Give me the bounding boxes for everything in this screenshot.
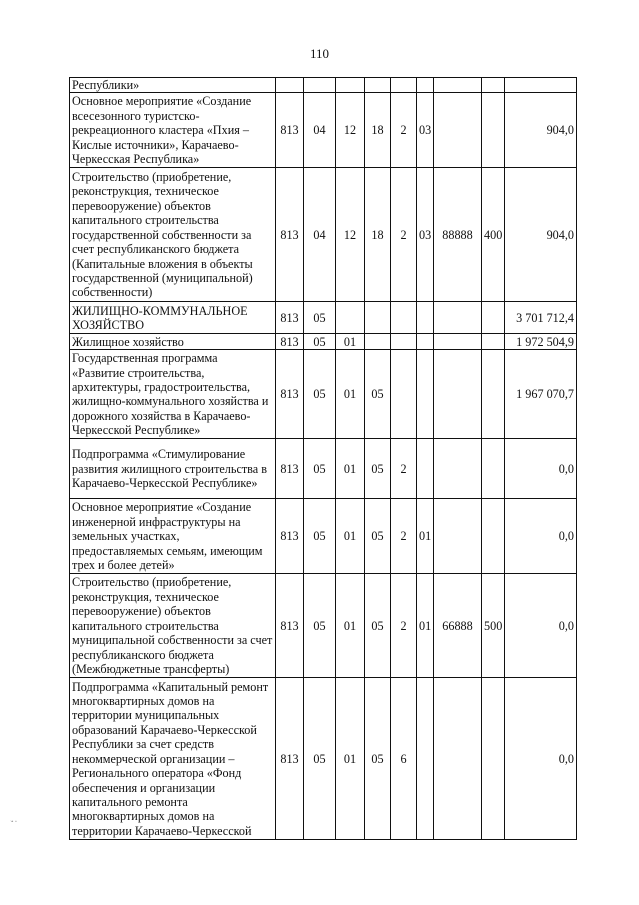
amount-cell: 0,0 xyxy=(505,439,577,499)
program-code-cell: 05 xyxy=(365,574,391,678)
row-name-cell: ЖИЛИЩНО-КОММУНАЛЬНОЕ ХОЗЯЙСТВО xyxy=(70,302,276,334)
amount-cell: 1 967 070,7 xyxy=(505,350,577,439)
table-row xyxy=(70,574,577,678)
amount-cell: 0,0 xyxy=(505,678,577,840)
direction-code-cell xyxy=(434,439,482,499)
vr-code-cell xyxy=(482,302,505,334)
subprogram-code-cell: 2 xyxy=(391,93,417,168)
vr-code-cell: 400 xyxy=(482,168,505,302)
direction-code-cell xyxy=(434,302,482,334)
rz-code-cell: 05 xyxy=(304,678,336,840)
program-code-cell: 05 xyxy=(365,439,391,499)
direction-code-cell: 66888 xyxy=(434,574,482,678)
gr-code-cell: 813 xyxy=(276,93,304,168)
budget-table xyxy=(69,77,577,840)
direction-code-cell xyxy=(434,334,482,350)
activity-code-cell: 03 xyxy=(417,93,434,168)
amount-cell: 3 701 712,4 xyxy=(505,302,577,334)
rz-code-cell: 04 xyxy=(304,168,336,302)
row-name-cell: Жилищное хозяйство xyxy=(70,334,276,350)
gr-code-cell xyxy=(276,78,304,93)
activity-code-cell xyxy=(417,334,434,350)
pr-code-cell xyxy=(336,302,365,334)
program-code-cell: 05 xyxy=(365,678,391,840)
pr-code-cell: 01 xyxy=(336,439,365,499)
direction-code-cell xyxy=(434,499,482,574)
gr-code-cell: 813 xyxy=(276,439,304,499)
program-code-cell: 05 xyxy=(365,350,391,439)
vr-code-cell xyxy=(482,499,505,574)
pr-code-cell: 01 xyxy=(336,574,365,678)
activity-code-cell xyxy=(417,350,434,439)
pr-code-cell: 12 xyxy=(336,93,365,168)
gr-code-cell: 813 xyxy=(276,574,304,678)
pr-code-cell: 12 xyxy=(336,168,365,302)
subprogram-code-cell xyxy=(391,334,417,350)
rz-code-cell: 05 xyxy=(304,439,336,499)
pr-code-cell: 01 xyxy=(336,334,365,350)
subprogram-code-cell: 2 xyxy=(391,574,417,678)
vr-code-cell xyxy=(482,93,505,168)
table-row xyxy=(70,302,577,334)
row-name-cell: Строительство (приобретение, реконструкция, техническое перевооружение) объектов капитального строительства государственной собственности за счет республиканского бюджета (Капитальные вложения в объекты государственной (муниципальной) собственности) xyxy=(70,168,276,302)
amount-cell: 1 972 504,9 xyxy=(505,334,577,350)
pr-code-cell: 01 xyxy=(336,499,365,574)
subprogram-code-cell xyxy=(391,350,417,439)
activity-code-cell: 03 xyxy=(417,168,434,302)
table-row xyxy=(70,439,577,499)
row-name-cell: Республики» xyxy=(70,78,276,93)
gr-code-cell: 813 xyxy=(276,168,304,302)
gr-code-cell: 813 xyxy=(276,350,304,439)
rz-code-cell xyxy=(304,78,336,93)
gr-code-cell: 813 xyxy=(276,499,304,574)
rz-code-cell: 05 xyxy=(304,574,336,678)
gr-code-cell: 813 xyxy=(276,302,304,334)
vr-code-cell xyxy=(482,350,505,439)
rz-code-cell: 04 xyxy=(304,93,336,168)
row-name-cell: Государственная программа «Развитие строительства, архитектуры, градостроительства, жилищно-коммунального хозяйства и дорожного хозяйства в Карачаево-Черкесской Республике» xyxy=(70,350,276,439)
rz-code-cell: 05 xyxy=(304,499,336,574)
subprogram-code-cell: 2 xyxy=(391,499,417,574)
amount-cell xyxy=(505,78,577,93)
program-code-cell: 18 xyxy=(365,93,391,168)
table-row xyxy=(70,168,577,302)
row-name-cell: Основное мероприятие «Создание инженерной инфраструктуры на земельных участках, предоставляемых семьям, имеющим трех и более детей» xyxy=(70,499,276,574)
gr-code-cell: 813 xyxy=(276,334,304,350)
table-row xyxy=(70,334,577,350)
page-edge-mark: ; xyxy=(10,820,20,824)
activity-code-cell: 01 xyxy=(417,574,434,678)
vr-code-cell: 500 xyxy=(482,574,505,678)
table-row xyxy=(70,678,577,840)
row-name-cell: Подпрограмма «Стимулирование развития жилищного строительства в Карачаево-Черкесской Республике» xyxy=(70,439,276,499)
direction-code-cell xyxy=(434,93,482,168)
vr-code-cell xyxy=(482,334,505,350)
rz-code-cell: 05 xyxy=(304,350,336,439)
row-name-cell: Подпрограмма «Капитальный ремонт многоквартирных домов на территории муниципальных образований Карачаево-Черкесской Республики за счет средств некоммерческой организации – Регионального оператора «Фонд обеспечения и организации капитального ремонта многоквартирных домов на территории Карачаево-Черкесской xyxy=(70,678,276,840)
table-row xyxy=(70,78,577,93)
table-row xyxy=(70,350,577,439)
amount-cell: 0,0 xyxy=(505,499,577,574)
program-code-cell xyxy=(365,302,391,334)
direction-code-cell: 88888 xyxy=(434,168,482,302)
vr-code-cell xyxy=(482,78,505,93)
vr-code-cell xyxy=(482,678,505,840)
row-name-cell: Основное мероприятие «Создание всесезонного туристско-рекреационного кластера «Пхия – Кислые источники», Карачаево-Черкесская Республика» xyxy=(70,93,276,168)
program-code-cell xyxy=(365,78,391,93)
vr-code-cell xyxy=(482,439,505,499)
direction-code-cell xyxy=(434,350,482,439)
activity-code-cell xyxy=(417,439,434,499)
row-name-cell: Строительство (приобретение, реконструкция, техническое перевооружение) объектов капитального строительства муниципальной собственности за счет республиканского бюджета (Межбюджетные трансферты) xyxy=(70,574,276,678)
activity-code-cell xyxy=(417,302,434,334)
subprogram-code-cell: 6 xyxy=(391,678,417,840)
subprogram-code-cell xyxy=(391,78,417,93)
subprogram-code-cell: 2 xyxy=(391,439,417,499)
program-code-cell: 18 xyxy=(365,168,391,302)
direction-code-cell xyxy=(434,78,482,93)
amount-cell: 0,0 xyxy=(505,574,577,678)
program-code-cell xyxy=(365,334,391,350)
activity-code-cell xyxy=(417,78,434,93)
table-row xyxy=(70,499,577,574)
rz-code-cell: 05 xyxy=(304,302,336,334)
page-number: 110 xyxy=(309,46,330,61)
pr-code-cell xyxy=(336,78,365,93)
pr-code-cell: 01 xyxy=(336,350,365,439)
rz-code-cell: 05 xyxy=(304,334,336,350)
table-row xyxy=(70,93,577,168)
subprogram-code-cell xyxy=(391,302,417,334)
activity-code-cell: 01 xyxy=(417,499,434,574)
amount-cell: 904,0 xyxy=(505,93,577,168)
subprogram-code-cell: 2 xyxy=(391,168,417,302)
direction-code-cell xyxy=(434,678,482,840)
program-code-cell: 05 xyxy=(365,499,391,574)
pr-code-cell: 01 xyxy=(336,678,365,840)
activity-code-cell xyxy=(417,678,434,840)
amount-cell: 904,0 xyxy=(505,168,577,302)
gr-code-cell: 813 xyxy=(276,678,304,840)
